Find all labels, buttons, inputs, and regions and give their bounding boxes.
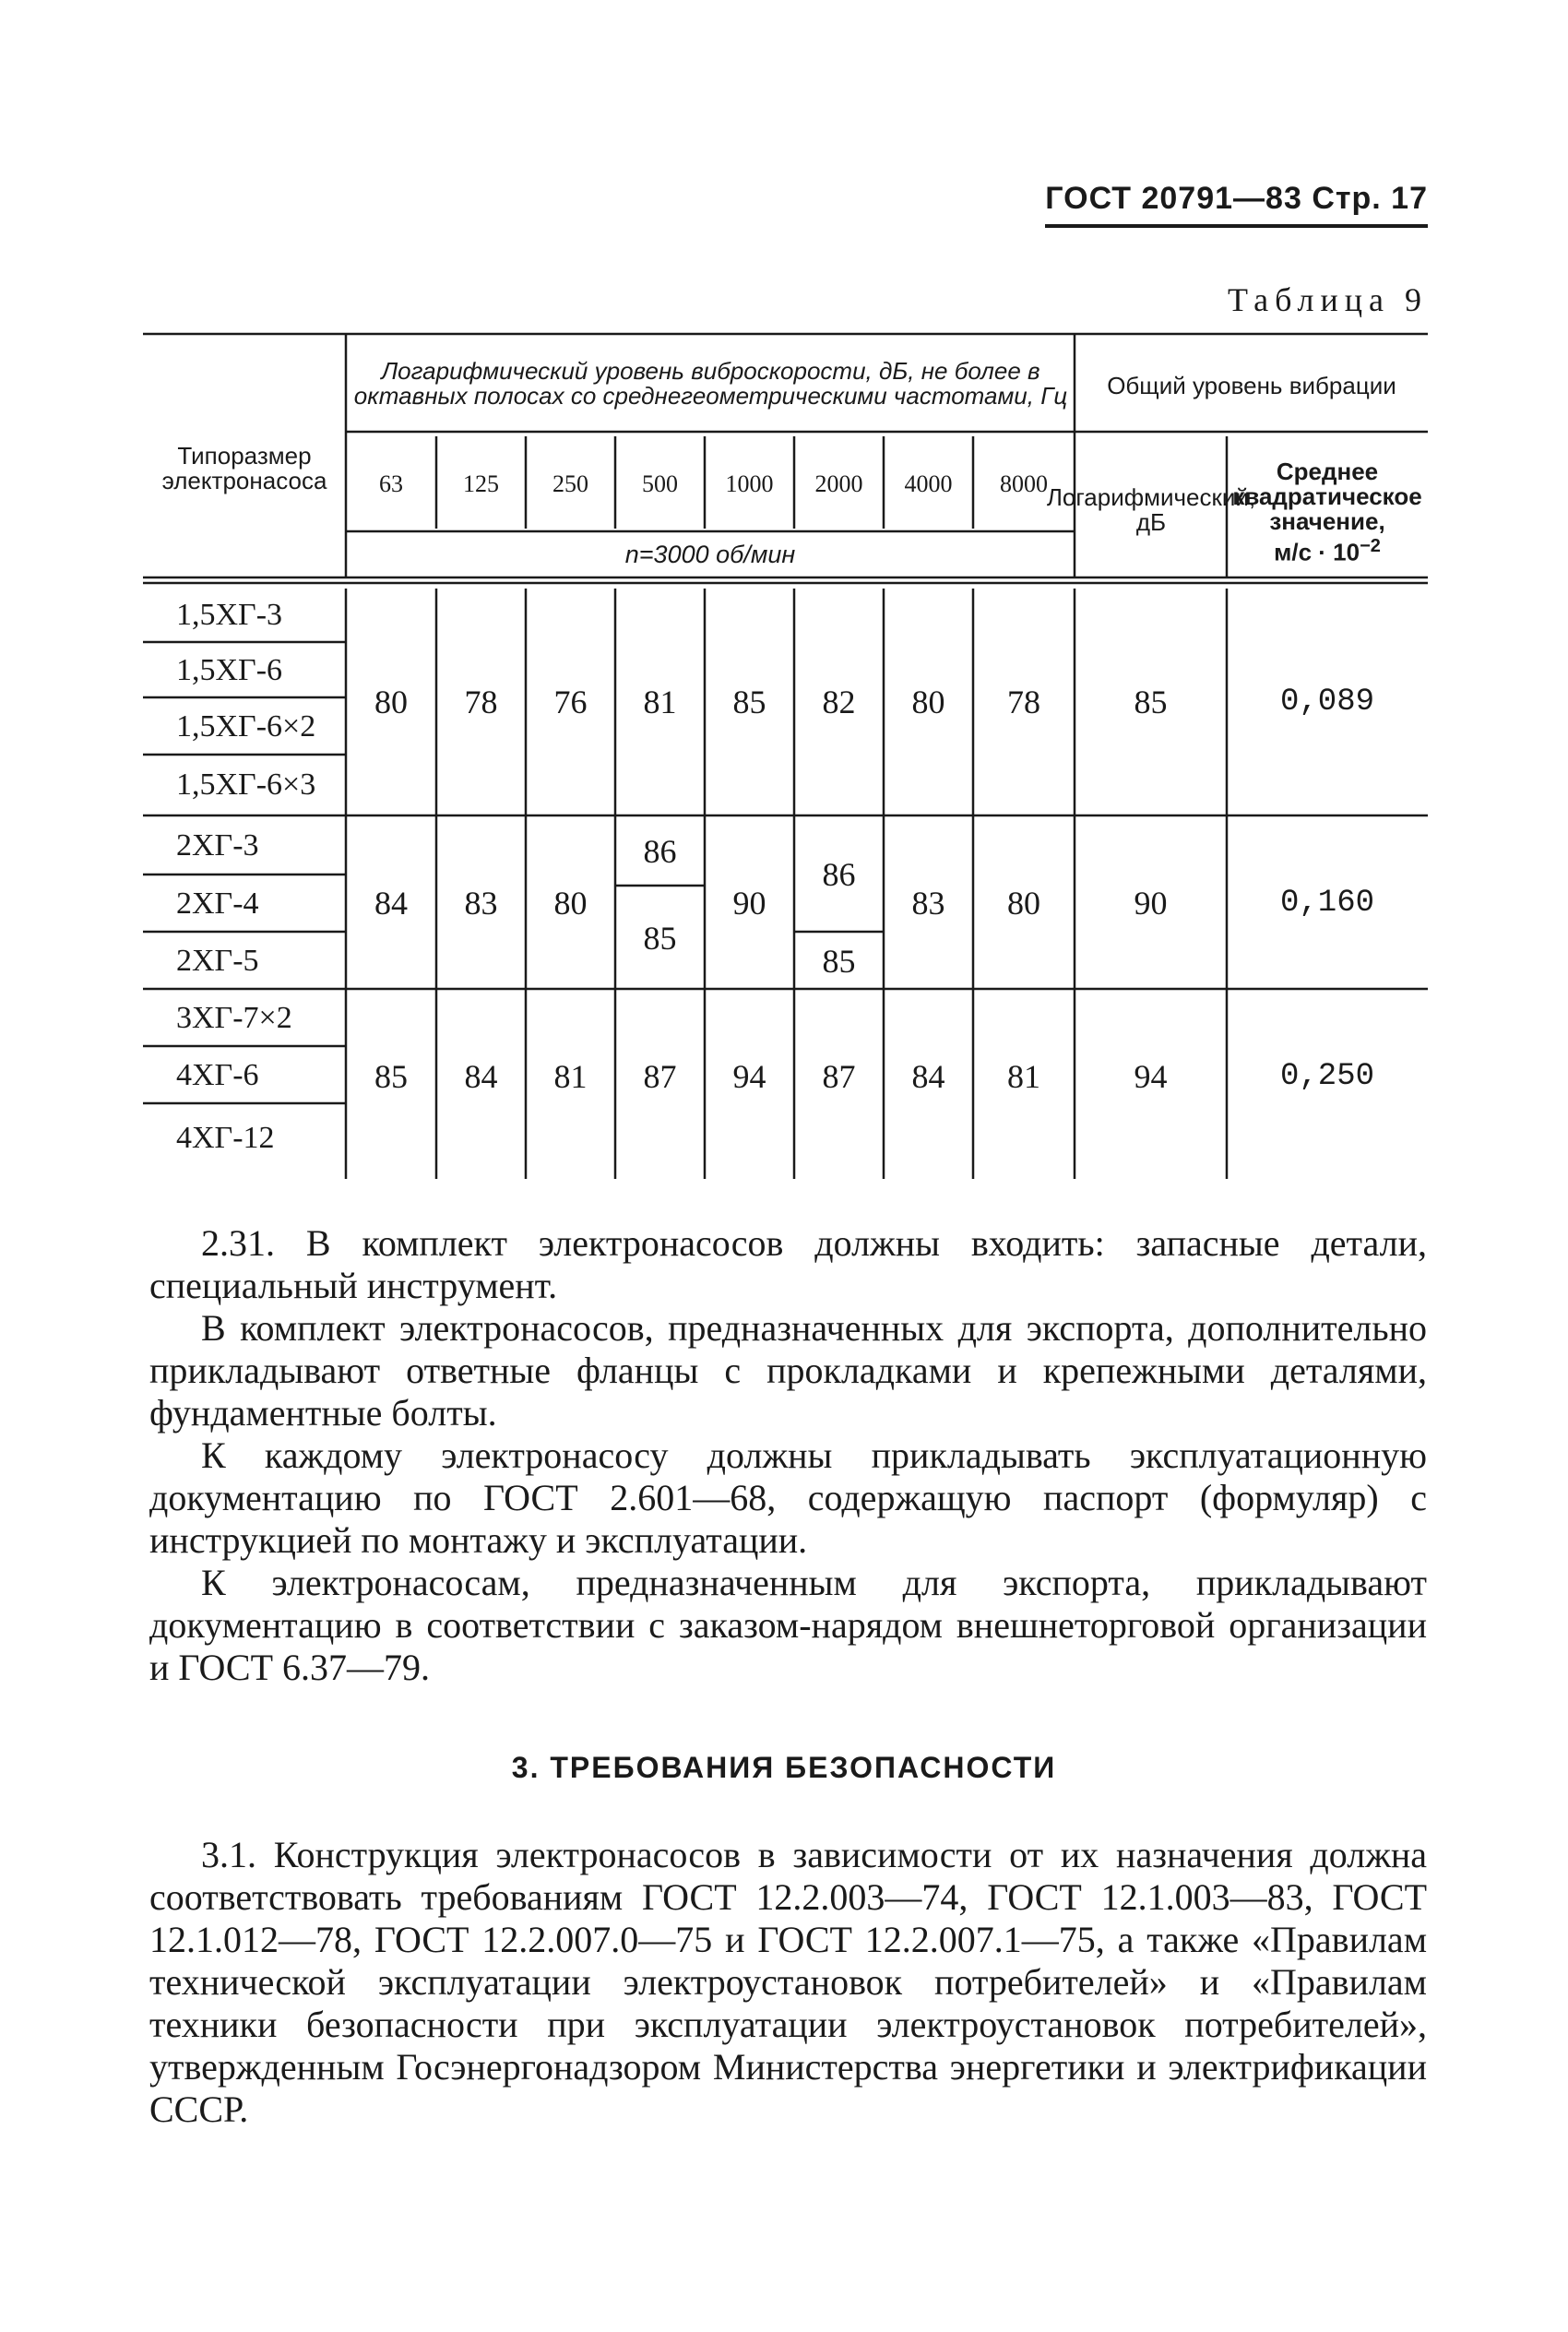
- page-header: [1045, 181, 1428, 228]
- rms-cell: 0,250: [1279, 1059, 1375, 1094]
- value-cell: 82: [822, 684, 856, 720]
- freq-header-8000: 8000: [1000, 470, 1048, 497]
- value-cell: 90: [732, 885, 766, 922]
- value-cell-500-lower: 85: [643, 920, 677, 957]
- paragraphs-2-31: [149, 1222, 1427, 1689]
- rms-cell: 0,089: [1279, 684, 1375, 720]
- section-title: 3. ТРЕБОВАНИЯ БЕЗОПАСНОСТИ: [511, 1751, 1057, 1784]
- type-label: 2ХГ-3: [176, 828, 259, 863]
- type-label: 1,5ХГ-6×3: [176, 767, 316, 802]
- rms-cell: 0,160: [1279, 886, 1375, 921]
- type-label: 4ХГ-12: [176, 1121, 275, 1155]
- rms-unit-exponent: −2: [1360, 536, 1381, 557]
- log-total-cell: 90: [1134, 885, 1168, 922]
- freq-header-250: 250: [552, 470, 588, 497]
- speed-note: n=3000 об/мин: [624, 540, 796, 568]
- value-cell: 81: [643, 684, 677, 720]
- paragraph: 3.1. Конструкция электронасосов в зависимости от их назначения должна соответствовать требованиям ГОСТ 12.2.003—74, ГОСТ 12.1.003—83, ГОСТ 12.1.012—78, ГОСТ 12.2.007.0—75 и ГОСТ 12.2.007.1—75, а также «Правилам технической эксплуатации электроустановок потребителей» и «Правилам техники безопасности при эксплуатации электроустановок потребителей», утвержденным Госэнергонадзором Министерства энергетики и электрификации СССР.: [149, 1834, 1427, 2130]
- value-cell: 78: [1007, 684, 1040, 720]
- freq-header-4000: 4000: [904, 470, 953, 497]
- value-cell: 80: [374, 684, 408, 720]
- value-cell: 80: [1007, 885, 1040, 922]
- value-cell: 78: [464, 684, 498, 720]
- value-cell: 84: [464, 1058, 498, 1095]
- value-cell-2000-upper: 86: [822, 856, 856, 893]
- value-cell: 81: [553, 1058, 588, 1095]
- value-cell: 85: [732, 684, 766, 720]
- rms-unit: [1274, 534, 1381, 565]
- rms-header: [1229, 450, 1425, 575]
- value-cell: 76: [553, 684, 588, 720]
- freq-header-63: 63: [379, 470, 403, 497]
- paragraph-3-1: [149, 1834, 1427, 2131]
- log-total-cell: 85: [1134, 684, 1168, 720]
- rms-unit-text: м/с · 10: [1274, 538, 1360, 566]
- vibration-table: [143, 330, 1428, 1188]
- freq-header-1000: 1000: [725, 470, 774, 497]
- value-cell: 87: [822, 1058, 856, 1095]
- value-cell: 85: [374, 1058, 408, 1095]
- log-total-cell: 94: [1134, 1058, 1168, 1095]
- value-cell: 80: [911, 684, 945, 720]
- value-cell: 80: [553, 885, 588, 922]
- value-cell: 83: [911, 885, 945, 922]
- value-cell: 81: [1007, 1058, 1040, 1095]
- octave-group-header: Логарифмический уровень виброскорости, дБ, не более в октавных полосах со среднегеометрическими частотами, Гц: [353, 357, 1068, 410]
- log-level-header: Логарифмический, дБ: [1046, 483, 1256, 536]
- type-label: 2ХГ-4: [176, 886, 259, 921]
- freq-header-500: 500: [642, 470, 678, 497]
- type-label: 2ХГ-5: [176, 944, 259, 978]
- paragraph: В комплект электронасосов, предназначенных для экспорта, дополнительно прикладывают ответные фланцы с прокладками и крепежными деталями, фундаментные болты.: [149, 1307, 1427, 1434]
- document-number: ГОСТ 20791—83: [1045, 181, 1302, 216]
- type-label: 4ХГ-6: [176, 1058, 259, 1092]
- value-cell: 84: [911, 1058, 945, 1095]
- value-cell: 94: [732, 1058, 766, 1095]
- type-column-header: Типоразмер электронасоса: [161, 442, 327, 494]
- value-cell: 87: [643, 1058, 677, 1095]
- page-number: Стр. 17: [1312, 181, 1428, 216]
- type-label: 1,5ХГ-6: [176, 653, 283, 687]
- freq-header-125: 125: [463, 470, 499, 497]
- type-label: 1,5ХГ-3: [176, 598, 283, 632]
- table-label: Таблица 9: [1228, 281, 1428, 318]
- value-cell: 83: [464, 885, 498, 922]
- total-vibration-header: Общий уровень вибрации: [1107, 371, 1396, 399]
- rms-header-label: Среднее квадратическое значение,: [1232, 458, 1422, 536]
- freq-header-2000: 2000: [814, 470, 863, 497]
- type-label: 3ХГ-7×2: [176, 1001, 292, 1035]
- paragraph: К электронасосам, предназначенным для экспорта, прикладывают документацию в соответствии с заказом-нарядом внешнеторговой организации и ГОСТ 6.37—79.: [149, 1562, 1427, 1688]
- type-label: 1,5ХГ-6×2: [176, 709, 316, 744]
- value-cell-500-upper: 86: [643, 833, 677, 870]
- value-cell-2000-lower: 85: [822, 943, 856, 980]
- paragraph: 2.31. В комплект электронасосов должны входить: запасные детали, специальный инструмент.: [149, 1222, 1427, 1306]
- value-cell: 84: [374, 885, 408, 922]
- paragraph: К каждому электронасосу должны прикладывать эксплуатационную документацию по ГОСТ 2.601—68, содержащую паспорт (формуляр) с инструкцией по монтажу и эксплуатации.: [149, 1434, 1427, 1561]
